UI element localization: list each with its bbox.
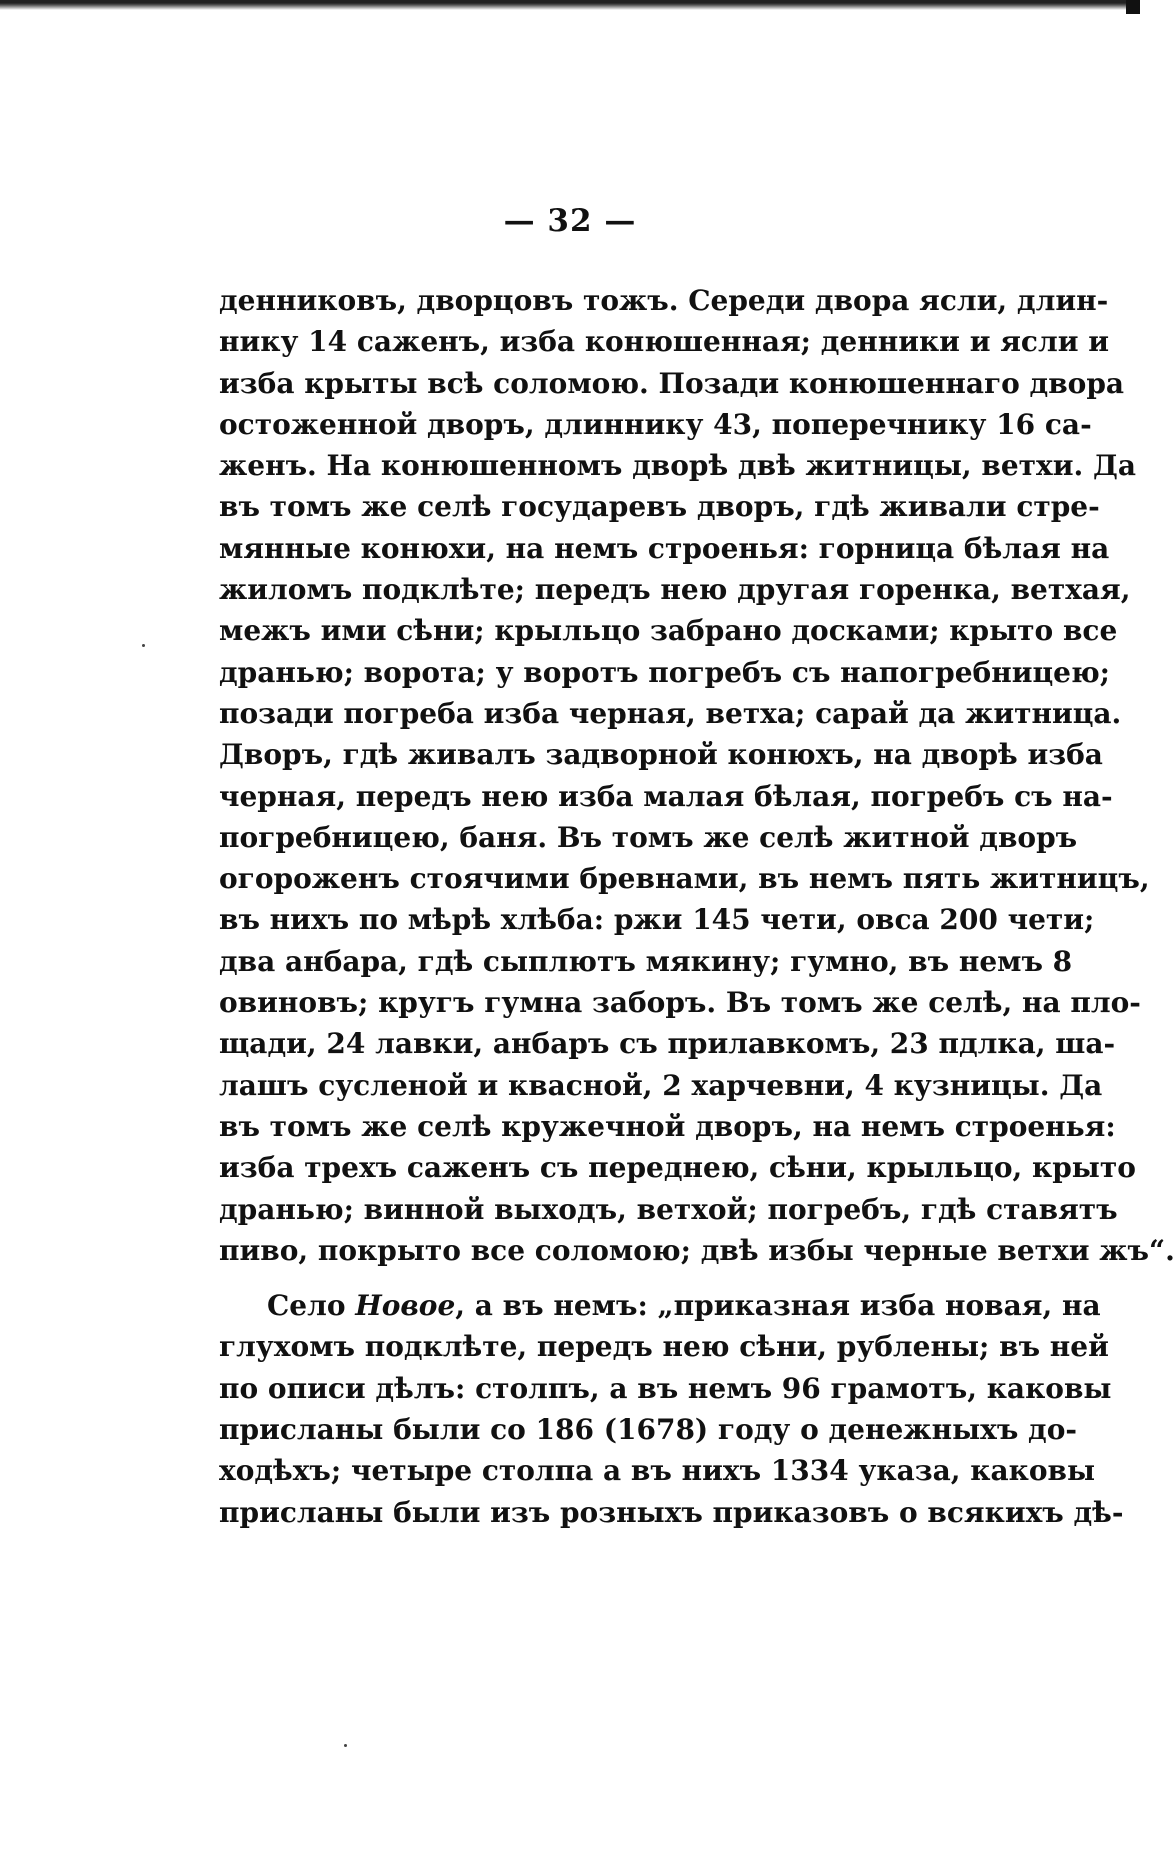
text-line-first bbox=[219, 1285, 1101, 1326]
ink-speck bbox=[344, 1744, 347, 1747]
text-line: межъ ими сѣни; крыльцо забрано досками; крыто все bbox=[219, 614, 1118, 648]
text-line: лашъ сусленой и квасной, 2 харчевни, 4 кузницы. Да bbox=[219, 1068, 1103, 1102]
text-line: присланы были со 186 (1678) году о денежныхъ до- bbox=[219, 1413, 1078, 1447]
text-line: жиломъ подклѣте; передъ нею другая горенка, ветхая, bbox=[219, 573, 1131, 607]
page-number: — 32 — bbox=[503, 203, 637, 239]
top-border-rule bbox=[0, 0, 1140, 10]
text-line: овиновъ; кругъ гумна заборъ. Въ томъ же селѣ, на пло- bbox=[219, 986, 1141, 1020]
text-line: дранью; винной выходъ, ветхой; погребъ, гдѣ ставятъ bbox=[219, 1192, 1118, 1226]
village-name: Новое bbox=[355, 1289, 456, 1323]
text-line: нику 14 саженъ, изба конюшенная; денники и ясли и bbox=[219, 325, 1109, 359]
text-line: пиво, покрыто все соломою; двѣ избы черные ветхи жъ“. bbox=[219, 1233, 1175, 1267]
text-line: въ томъ же селѣ кружечной дворъ, на немъ строенья: bbox=[219, 1109, 1116, 1143]
text-line: огороженъ стоячими бревнами, въ немъ пять житницъ, bbox=[219, 862, 1150, 896]
text-line: черная, передъ нею изба малая бѣлая, погребъ съ на- bbox=[219, 779, 1113, 813]
text-line: позади погреба изба черная, ветха; сарай да житница. bbox=[219, 696, 1122, 730]
text-line: мянные конюхи, на немъ строенья: горница бѣлая на bbox=[219, 531, 1110, 565]
text-line: въ нихъ по мѣрѣ хлѣба: ржи 145 чети, овса 200 чети; bbox=[219, 903, 1095, 937]
text-line: изба крыты всѣ соломою. Позади конюшеннаго двора bbox=[219, 366, 1125, 400]
page-text bbox=[219, 280, 1175, 1533]
text-line: щади, 24 лавки, анбаръ съ прилавкомъ, 23 пдлка, ша- bbox=[219, 1027, 1116, 1061]
text-line: ходѣхъ; четыре столпа а въ нихъ 1334 указа, каковы bbox=[219, 1454, 1096, 1488]
text-line: Дворъ, гдѣ живалъ задворной конюхъ, на дворѣ изба bbox=[219, 738, 1103, 772]
ink-speck bbox=[142, 644, 145, 647]
paragraph-2 bbox=[219, 1285, 1124, 1533]
text-line: изба трехъ саженъ съ переднею, сѣни, крыльцо, крыто bbox=[219, 1151, 1136, 1185]
text-line: присланы были изъ розныхъ приказовъ о всякихъ дѣ- bbox=[219, 1495, 1124, 1529]
first-line-rest: , а въ немъ: „приказная изба новая, на bbox=[455, 1289, 1101, 1323]
text-line: погребницею, баня. Въ томъ же селѣ житной дворъ bbox=[219, 820, 1078, 854]
text-line: два анбара, гдѣ сыплютъ мякину; гумно, въ немъ 8 bbox=[219, 944, 1073, 978]
text-line: женъ. На конюшенномъ дворѣ двѣ житницы, ветхи. Да bbox=[219, 449, 1136, 483]
text-line: глухомъ подклѣте, передъ нею сѣни, рублены; въ ней bbox=[219, 1330, 1109, 1364]
paragraph-1 bbox=[219, 280, 1175, 1271]
text-line: денниковъ, дворцовъ тожъ. Середи двора ясли, длин- bbox=[219, 284, 1109, 317]
text-line: по описи дѣлъ: столпъ, а въ немъ 96 грамотъ, каковы bbox=[219, 1371, 1112, 1405]
text-line: остоженной дворъ, длиннику 43, поперечнику 16 са- bbox=[219, 407, 1092, 441]
corner-mark bbox=[1126, 0, 1140, 14]
text-line: дранью; ворота; у воротъ погребъ съ напогребницею; bbox=[219, 655, 1111, 689]
text-line: въ томъ же селѣ государевъ дворъ, гдѣ живали стре- bbox=[219, 490, 1100, 524]
village-prefix: Село bbox=[267, 1289, 356, 1323]
